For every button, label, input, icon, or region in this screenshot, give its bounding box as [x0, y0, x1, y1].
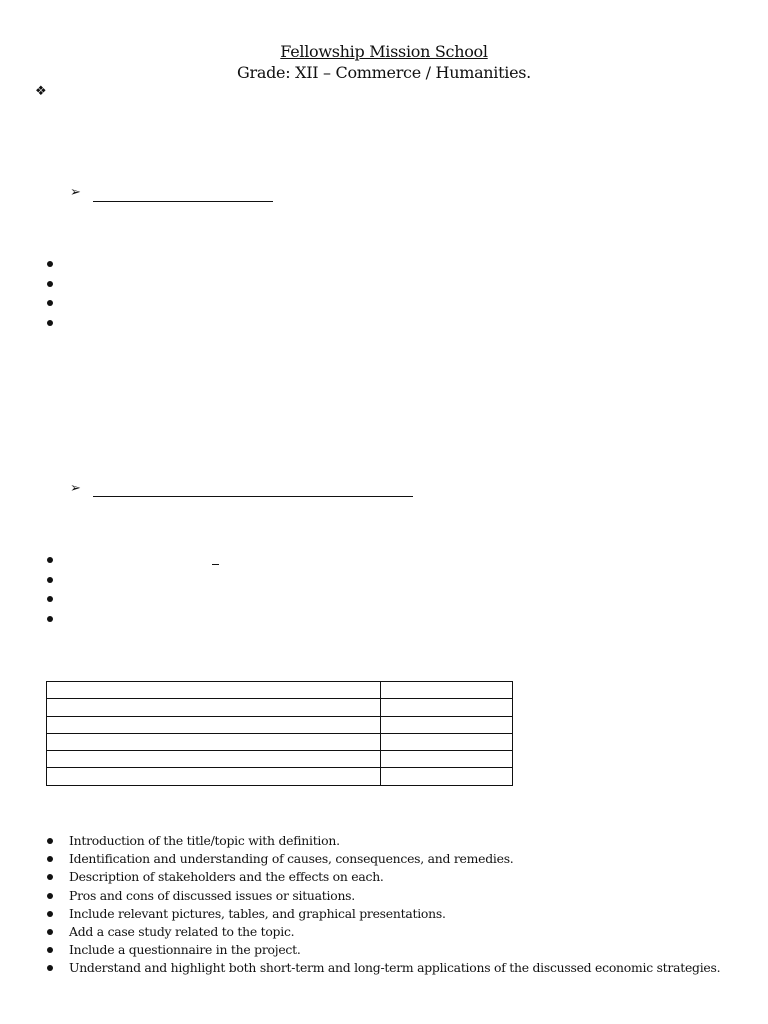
section-2-bullet — [47, 577, 53, 583]
section-1-heading-blank — [93, 201, 273, 202]
grade-line: Grade: XII – Commerce / Humanities. — [237, 63, 531, 82]
list-item-text: Description of stakeholders and the effects on each. — [69, 869, 384, 885]
table-row — [47, 751, 513, 768]
list-item-text: Add a case study related to the topic. — [69, 924, 295, 940]
bullet-icon — [47, 911, 53, 917]
section-2-heading-blank — [93, 496, 413, 497]
list-item — [46, 850, 756, 868]
list-item-text: Introduction of the title/topic with definition. — [69, 833, 340, 848]
table-row — [47, 716, 513, 733]
list-item — [46, 941, 756, 959]
list-item-text: Pros and cons of discussed issues or situations. — [69, 887, 355, 903]
list-item — [46, 905, 756, 923]
table-row — [47, 733, 513, 750]
section-2-bullet — [47, 616, 53, 622]
table-row — [47, 768, 513, 785]
list-item — [46, 868, 756, 886]
list-item — [46, 923, 756, 941]
list-item-text: Include a questionnaire in the project. — [69, 942, 301, 958]
section-1-bullet — [47, 261, 53, 267]
bullet-icon — [47, 856, 53, 862]
section-2-bullet — [47, 596, 53, 602]
list-item — [46, 887, 756, 905]
arrow-bullet-icon: ➢ — [70, 185, 81, 200]
arrow-bullet-icon: ➢ — [70, 481, 81, 496]
list-item-text: Include relevant pictures, tables, and graphical presentations. — [69, 905, 446, 921]
dash-mark — [212, 564, 219, 565]
school-name: Fellowship Mission School — [280, 42, 488, 61]
section-1-bullet — [47, 281, 53, 287]
list-item — [46, 959, 756, 977]
bullet-icon — [47, 929, 53, 935]
bullet-icon — [47, 947, 53, 953]
bullet-icon — [47, 893, 53, 899]
marks-table — [46, 681, 513, 786]
list-item-text: Identification and understanding of causes, consequences, and remedies. — [69, 851, 514, 867]
bullet-icon — [47, 874, 53, 880]
section-1-bullet — [47, 300, 53, 306]
section-1-bullet — [47, 320, 53, 326]
table-row — [47, 682, 513, 699]
guidelines-list — [46, 832, 756, 978]
diamond-bullet-icon: ❖ — [35, 84, 47, 99]
list-item-text: Understand and highlight both short-term and long-term applications of the discussed economic strategies. — [69, 960, 721, 976]
bullet-icon — [47, 965, 53, 971]
bullet-icon — [47, 838, 53, 844]
list-item — [46, 832, 756, 850]
table-row — [47, 699, 513, 716]
section-2-bullet — [47, 557, 53, 563]
